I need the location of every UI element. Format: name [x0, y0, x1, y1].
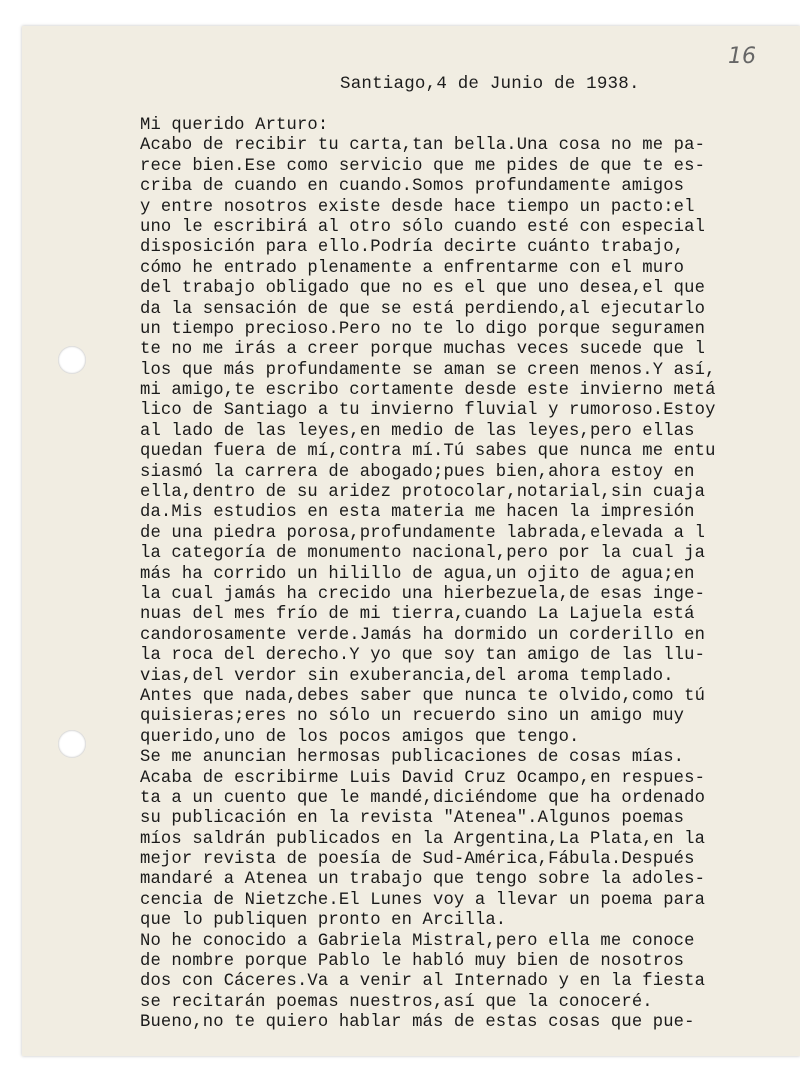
- text-line: Antes que nada,debes saber que nunca te olvido,como tú: [140, 686, 706, 706]
- text-line: No he conocido a Gabriela Mistral,pero ella me conoce: [140, 931, 695, 951]
- text-line: rece bien.Ese como servicio que me pides de que te es-: [140, 156, 706, 176]
- text-line: que lo publiquen pronto en Arcilla.: [140, 911, 507, 931]
- text-line: se recitarán poemas nuestros,así que la conoceré.: [140, 992, 653, 1012]
- text-line: la categoría de monumento nacional,pero por la cual ja: [140, 544, 706, 564]
- letter-body: [140, 116, 790, 1034]
- text-line: quisieras;eres no sólo un recuerdo sino un amigo muy: [140, 707, 685, 727]
- text-line: ella,dentro de su aridez protocolar,notarial,sin cuaja: [140, 483, 706, 503]
- text-line: del trabajo obligado que no es el que uno desea,el que: [140, 279, 706, 299]
- text-line: y entre nosotros existe desde hace tiempo un pacto:el: [140, 197, 695, 217]
- text-line: al lado de las leyes,en medio de las leyes,pero ellas: [140, 421, 695, 441]
- punch-hole-top: [58, 346, 86, 374]
- text-line: de una piedra porosa,profundamente labrada,elevada a l: [140, 523, 706, 543]
- text-line: Acabo de recibir tu carta,tan bella.Una cosa no me pa-: [140, 136, 706, 156]
- text-line: querido,uno de los pocos amigos que tengo.: [140, 727, 580, 747]
- text-line: vias,del verdor sin exuberancia,del aroma templado.: [140, 666, 674, 686]
- text-line: Acaba de escribirme Luis David Cruz Ocampo,en respues-: [140, 768, 706, 788]
- text-line: te no me irás a creer porque muchas veces sucede que l: [140, 340, 706, 360]
- text-line: Se me anuncian hermosas publicaciones de cosas mías.: [140, 748, 685, 768]
- salutation: Mi querido Arturo:: [140, 116, 329, 135]
- text-line: Bueno,no te quiero hablar más de estas cosas que pue-: [140, 1013, 695, 1033]
- text-line: nuas del mes frío de mi tierra,cuando La Lajuela está: [140, 605, 695, 625]
- text-line: ta a un cuento que le mandé,diciéndome que ha ordenado: [140, 788, 706, 808]
- date-line: Santiago,4 de Junio de 1938.: [340, 74, 640, 94]
- text-line: más ha corrido un hilillo de agua,un ojito de agua;en: [140, 564, 695, 584]
- text-line: los que más profundamente se aman se creen menos.Y así,: [140, 360, 716, 380]
- text-line: da.Mis estudios en esta materia me hacen la impresión: [140, 503, 695, 523]
- text-line: de nombre porque Pablo le habló muy bien de nosotros: [140, 952, 685, 972]
- punch-hole-bottom: [58, 730, 86, 758]
- text-line: da la sensación de que se está perdiendo,al ejecutarlo: [140, 299, 706, 319]
- text-line: su publicación en la revista "Atenea".Algunos poemas: [140, 809, 685, 829]
- text-line: candorosamente verde.Jamás ha dormido un corderillo en: [140, 625, 706, 645]
- text-line: cómo he entrado plenamente a enfrentarme con el muro: [140, 258, 685, 278]
- text-line: cencia de Nietzche.El Lunes voy a llevar un poema para: [140, 890, 706, 910]
- text-line: mejor revista de poesía de Sud-América,Fábula.Después: [140, 850, 695, 870]
- text-line: uno le escribirá al otro sólo cuando esté con especial: [140, 217, 706, 237]
- text-line: dos con Cáceres.Va a venir al Internado y en la fiesta: [140, 972, 706, 992]
- text-line: disposición para ello.Podría decirte cuánto trabajo,: [140, 238, 685, 258]
- text-line: lico de Santiago a tu invierno fluvial y rumoroso.Estoy: [140, 401, 716, 421]
- text-line: la cual jamás ha crecido una hierbezuela,de esas inge-: [140, 584, 706, 604]
- page-number: 16: [728, 44, 756, 69]
- text-line: mi amigo,te escribo cortamente desde este invierno metá: [140, 381, 716, 401]
- text-line: la roca del derecho.Y yo que soy tan amigo de las llu-: [140, 646, 706, 666]
- text-line: criba de cuando en cuando.Somos profundamente amigos: [140, 177, 685, 197]
- text-line: un tiempo precioso.Pero no te lo digo porque seguramen: [140, 319, 706, 339]
- text-line: míos saldrán publicados en la Argentina,La Plata,en la: [140, 829, 706, 849]
- text-line: quedan fuera de mí,contra mí.Tú sabes que nunca me entu: [140, 442, 716, 462]
- text-line: siasmó la carrera de abogado;pues bien,ahora estoy en: [140, 462, 695, 482]
- text-line: mandaré a Atenea un trabajo que tengo sobre la adoles-: [140, 870, 706, 890]
